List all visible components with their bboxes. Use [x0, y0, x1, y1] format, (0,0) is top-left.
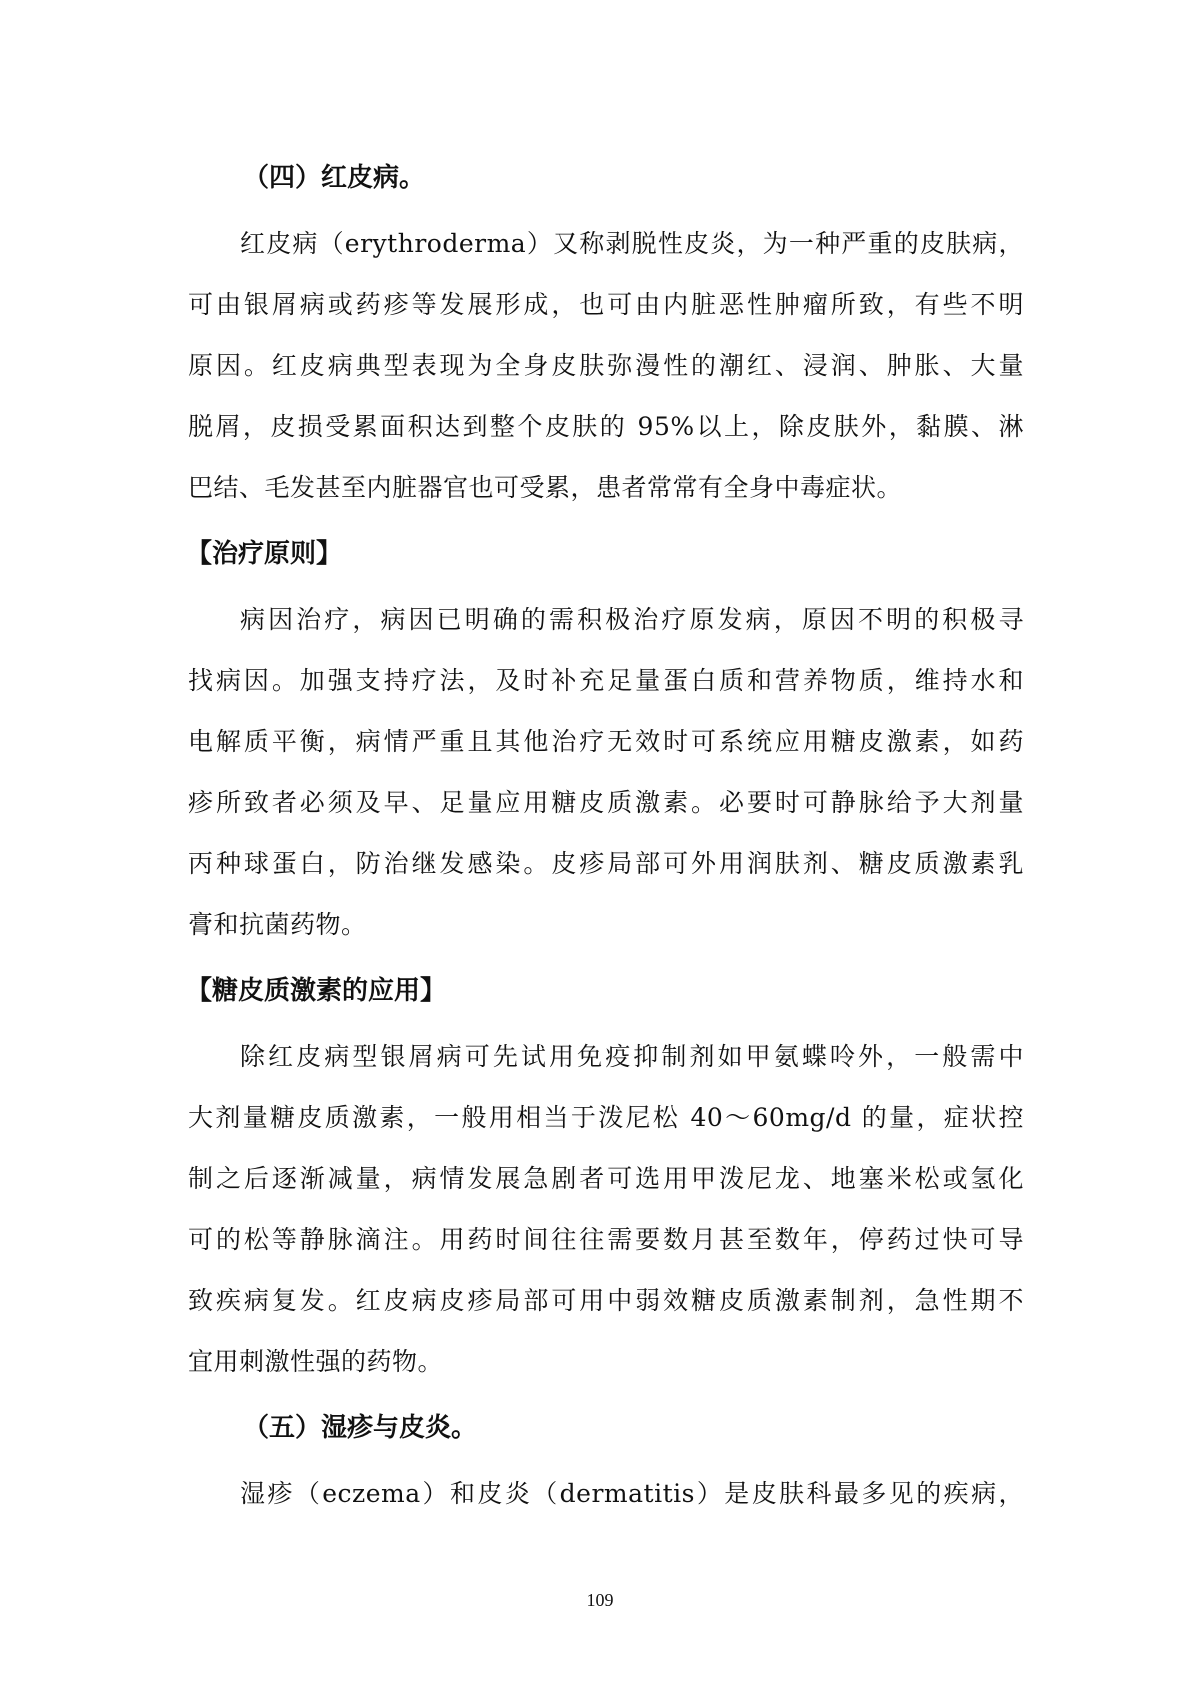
- paragraph-line: 巴结、毛发甚至内脏器官也可受累，患者常常有全身中毒症状。: [188, 473, 903, 502]
- paragraph-line: 脱屑，皮损受累面积达到整个皮肤的 95%以上，除皮肤外，黏膜、淋: [188, 412, 1024, 441]
- section-heading-erythroderma: （四）红皮病。: [243, 163, 426, 193]
- paragraph-line: 红皮病（erythroderma）又称剥脱性皮炎，为一种严重的皮肤病，: [240, 229, 1024, 258]
- paragraph-line: 大剂量糖皮质激素，一般用相当于泼尼松 40～60mg/d 的量，症状控: [188, 1103, 1024, 1132]
- paragraph-line: 原因。红皮病典型表现为全身皮肤弥漫性的潮红、浸润、肿胀、大量: [188, 351, 1024, 380]
- paragraph-line: 丙种球蛋白，防治继发感染。皮疹局部可外用润肤剂、糖皮质激素乳: [188, 849, 1024, 878]
- paragraph-line: 疹所致者必须及早、足量应用糖皮质激素。必要时可静脉给予大剂量: [188, 788, 1024, 817]
- paragraph-line: 湿疹（eczema）和皮炎（dermatitis）是皮肤科最多见的疾病，: [240, 1479, 1024, 1508]
- paragraph-line: 制之后逐渐减量，病情发展急剧者可选用甲泼尼龙、地塞米松或氢化: [188, 1164, 1024, 1193]
- section-heading-treatment: 【治疗原则】: [186, 539, 343, 569]
- paragraph-line: 病因治疗，病因已明确的需积极治疗原发病，原因不明的积极寻: [240, 605, 1024, 634]
- paragraph-line: 除红皮病型银屑病可先试用免疫抑制剂如甲氨蝶呤外，一般需中: [240, 1042, 1024, 1071]
- section-heading-glucocorticoid: 【糖皮质激素的应用】: [186, 976, 447, 1006]
- page-number: 109: [586, 1590, 614, 1610]
- paragraph-line: 找病因。加强支持疗法，及时补充足量蛋白质和营养物质，维持水和: [188, 666, 1024, 695]
- paragraph-line: 致疾病复发。红皮病皮疹局部可用中弱效糖皮质激素制剂，急性期不: [188, 1286, 1024, 1315]
- section-heading-eczema: （五）湿疹与皮炎。: [243, 1413, 478, 1443]
- paragraph-line: 电解质平衡，病情严重且其他治疗无效时可系统应用糖皮激素，如药: [188, 727, 1024, 756]
- paragraph-line: 可的松等静脉滴注。用药时间往往需要数月甚至数年，停药过快可导: [188, 1225, 1024, 1254]
- paragraph-line: 宜用刺激性强的药物。: [188, 1347, 444, 1376]
- paragraph-line: 可由银屑病或药疹等发展形成，也可由内脏恶性肿瘤所致，有些不明: [188, 290, 1024, 319]
- paragraph-line: 膏和抗菌药物。: [188, 910, 367, 939]
